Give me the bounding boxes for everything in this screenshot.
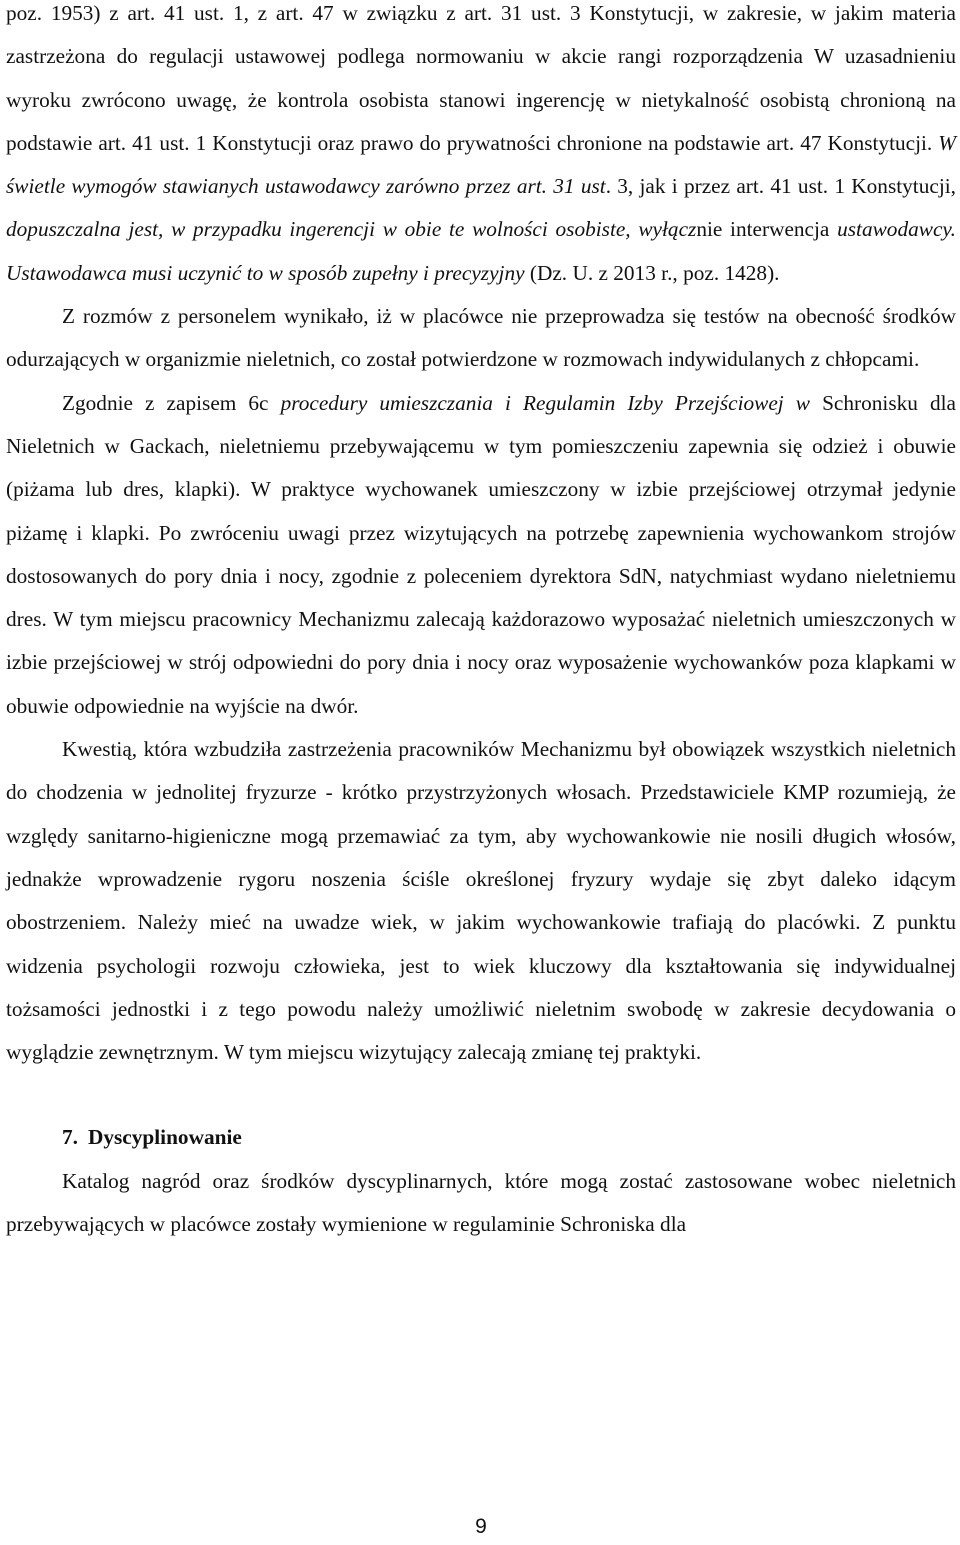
italic-quote: ustawodawcy. Ustawodawca musi uczynić to w sposób zupełny i precyzyjny [6, 217, 957, 285]
paragraph-clothing [6, 382, 956, 728]
italic-document-title: procedury umieszczania i Regulamin Izby Przejściowej w [280, 390, 810, 415]
paragraph-legal-basis [6, 0, 956, 295]
paragraph-haircut: Kwestią, która wzbudziła zastrzeżenia pracowników Mechanizmu był obowiązek wszystkich nieletnich do chodzenia w jednolitej fryzurze - krótko przystrzyżonych włosach. Przedstawiciele KMP rozumieją, że względy sanitarno-higieniczne mogą przemawiać za tym, aby wychowankowie nie nosili długich włosów, jednakże wprowadzenie rygoru noszenia ściśle określonej fryzury wydaje się zbyt daleko idącym obostrzeniem. Należy mieć na uwadze wiek, w jakim wychowankowie trafiają do placówki. Z punktu widzenia psychologii rozwoju człowieka, jest to wiek kluczowy dla kształtowania się indywidualnej tożsamości jednostki i z tego powodu należy umożliwić nieletnim swobodę w zakresie decydowania o wyglądzie zewnętrznym. W tym miejscu wizytujący zalecają zmianę tej praktyki. [6, 737, 956, 1065]
document-page [6, 0, 956, 1545]
paragraph-discipline: Katalog nagród oraz środków dyscyplinarnych, które mogą zostać zastosowane wobec nieletnich przebywających w placówce zostały wymienione w regulaminie Schroniska dla [6, 1168, 956, 1237]
paragraph-text: Schronisku dla Nieletnich w Gackach, nieletniemu przebywającemu w tym pomieszczeniu zapewnia się odzież i obuwie (piżama lub dres, klapki). W praktyce wychowanek umieszczony w izbie przejściowej otrzymał jedynie piżamę i klapki. Po zwróceniu uwagi przez wizytujących na potrzebę zapewnienia wychowankom strojów dostosowanych do pory dnia i nocy, zgodnie z poleceniem dyrektora SdN, natychmiast wydano nieletniemu dres. W tym miejscu pracownicy Mechanizmu zalecają każdorazowo wyposażać nieletnich umieszczonych w izbie przejściowej w strój odpowiedni do pory dnia i nocy oraz wyposażenie wychowanków poza klapkami w obuwie odpowiednie na wyjście na dwór. [6, 390, 956, 718]
section-heading [6, 1116, 956, 1159]
paragraph-text: Zgodnie z zapisem 6c [62, 390, 281, 415]
section-title: Dyscyplinowanie [87, 1125, 242, 1150]
italic-quote: dopuszczalna jest, w przypadku ingerencji w obie te wolności osobiste, wyłącz [6, 217, 697, 242]
paragraph-text: (Dz. U. z 2013 r., poz. 1428). [524, 260, 780, 285]
paragraph-text: poz. 1953) z art. 41 ust. 1, z art. 47 w związku z art. 31 ust. 3 Konstytucji, w zakresie, w jakim materia zastrzeżona do regulacji ustawowej podlega normowaniu w akcie rangi rozporządzenia W uzasadnieniu wyroku zwrócono uwagę, że kontrola osobista stanowi ingerencję w nietykalność osobistą chronioną na podstawie art. 41 ust. 1 Konstytucji oraz prawo do prywatności chronione na podstawie art. 47 Konstytucji. [6, 1, 956, 155]
paragraph-text: . 3, jak i przez art. 41 ust. 1 Konstytucji, [605, 174, 956, 199]
page-number: 9 [475, 1515, 487, 1538]
section-number: 7. [62, 1125, 78, 1150]
italic-quote: W świetle wymogów stawianych ustawodawcy zarówno przez art. 31 ust [6, 130, 956, 199]
paragraph-text: nie interwencja [696, 217, 838, 242]
paragraph-drug-tests: Z rozmów z personelem wynikało, iż w placówce nie przeprowadza się testów na obecność środków odurzających w organizmie nieletnich, co został potwierdzone w rozmowach indywidulanych z chłopcami. [6, 304, 956, 372]
